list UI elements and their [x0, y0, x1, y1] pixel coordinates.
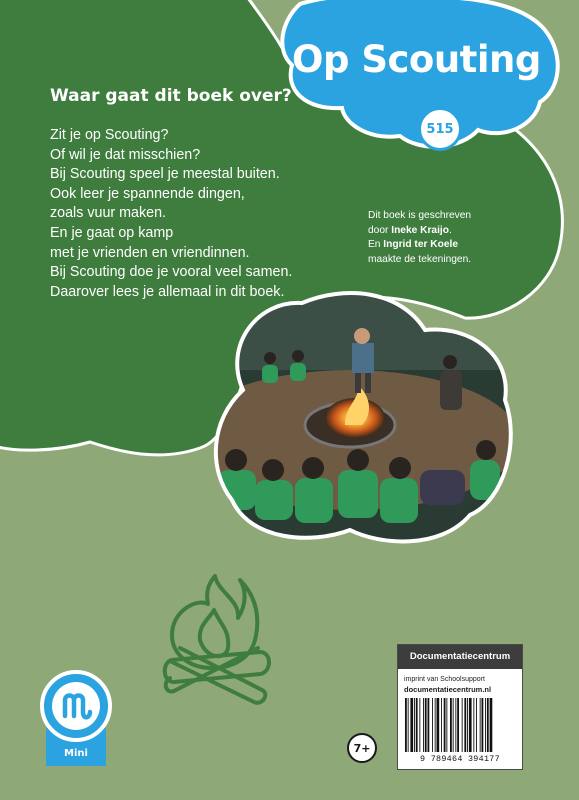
credits-line: [368, 224, 558, 239]
logo-label: Mini: [64, 748, 88, 759]
credits-line: [368, 238, 558, 253]
credits-text: .: [449, 224, 452, 236]
blurb-line: En je gaat op kamp: [50, 224, 174, 241]
barcode-bar: [405, 698, 407, 752]
barcode-box: [397, 644, 523, 770]
isbn-number: 9 789464 394177: [420, 754, 500, 764]
illustrator-name: Ingrid ter Koele: [383, 239, 459, 251]
barcode-bar: [408, 698, 409, 752]
barcode-bar: [416, 698, 418, 752]
barcode-bars: [404, 698, 516, 752]
book-number-badge: 515: [418, 107, 462, 151]
barcode-bar: [428, 698, 430, 752]
blurb-line: Bij Scouting speel je meestal buiten.: [50, 166, 280, 183]
barcode-bar: [414, 698, 415, 752]
barcode-bar: [464, 698, 466, 752]
credits: [368, 209, 558, 267]
barcode-bar: [457, 698, 459, 752]
barcode-bar: [444, 698, 446, 752]
barcode-bar: [490, 698, 493, 752]
barcode-bar: [455, 698, 456, 752]
credits-line: Dit boek is geschreven: [368, 210, 472, 221]
credits-line: maakte de tekeningen.: [368, 253, 472, 265]
publisher-name: Documentatiecentrum: [398, 645, 522, 669]
barcode-bar: [425, 698, 427, 752]
barcode-bar: [462, 698, 463, 752]
campfire-icon: [165, 576, 269, 703]
publisher-url: documentatiecentrum.nl: [404, 685, 492, 694]
blurb-heading: Waar gaat dit boek over?: [50, 86, 292, 106]
credits-text: En: [368, 239, 384, 251]
credits-text: door: [368, 224, 392, 236]
barcode-bar: [467, 698, 468, 752]
barcode-bar: [432, 698, 433, 752]
blurb-line: Ook leer je spannende dingen,: [50, 185, 245, 202]
barcode-bar: [446, 698, 447, 752]
blurb-line: Zit je op Scouting?: [50, 127, 169, 143]
barcode-bar: [437, 698, 440, 752]
blurb-line: Bij Scouting doe je vooral veel samen.: [50, 264, 293, 281]
blurb-line: Of wil je dat misschien?: [50, 146, 201, 163]
blurb-line: zoals vuur maken.: [50, 205, 167, 222]
barcode-bar: [435, 698, 436, 752]
author-name: Ineke Kraijo: [391, 224, 449, 236]
barcode-bar: [476, 698, 477, 752]
blurb-text: [50, 126, 340, 302]
barcode-bar: [482, 698, 484, 752]
age-badge: 7+: [347, 733, 377, 763]
barcode-bar: [423, 698, 424, 752]
blurb-line: met je vrienden en vriendinnen.: [50, 244, 250, 261]
barcode-bar: [453, 698, 454, 752]
mini-logo: [38, 668, 114, 768]
barcode-bar: [469, 698, 472, 752]
barcode-bar: [441, 698, 442, 752]
blurb-line: Daarover lees je allemaal in dit boek.: [50, 283, 285, 300]
barcode-bar: [480, 698, 481, 752]
barcode-bar: [487, 698, 489, 752]
barcode-bar: [473, 698, 474, 752]
barcode-bar: [485, 698, 486, 752]
imprint-text: imprint van Schoolsupport: [404, 676, 485, 683]
series-title: Op Scouting: [292, 38, 541, 81]
barcode-bar: [450, 698, 452, 752]
barcode-bar: [419, 698, 420, 752]
barcode-bar: [410, 698, 413, 752]
